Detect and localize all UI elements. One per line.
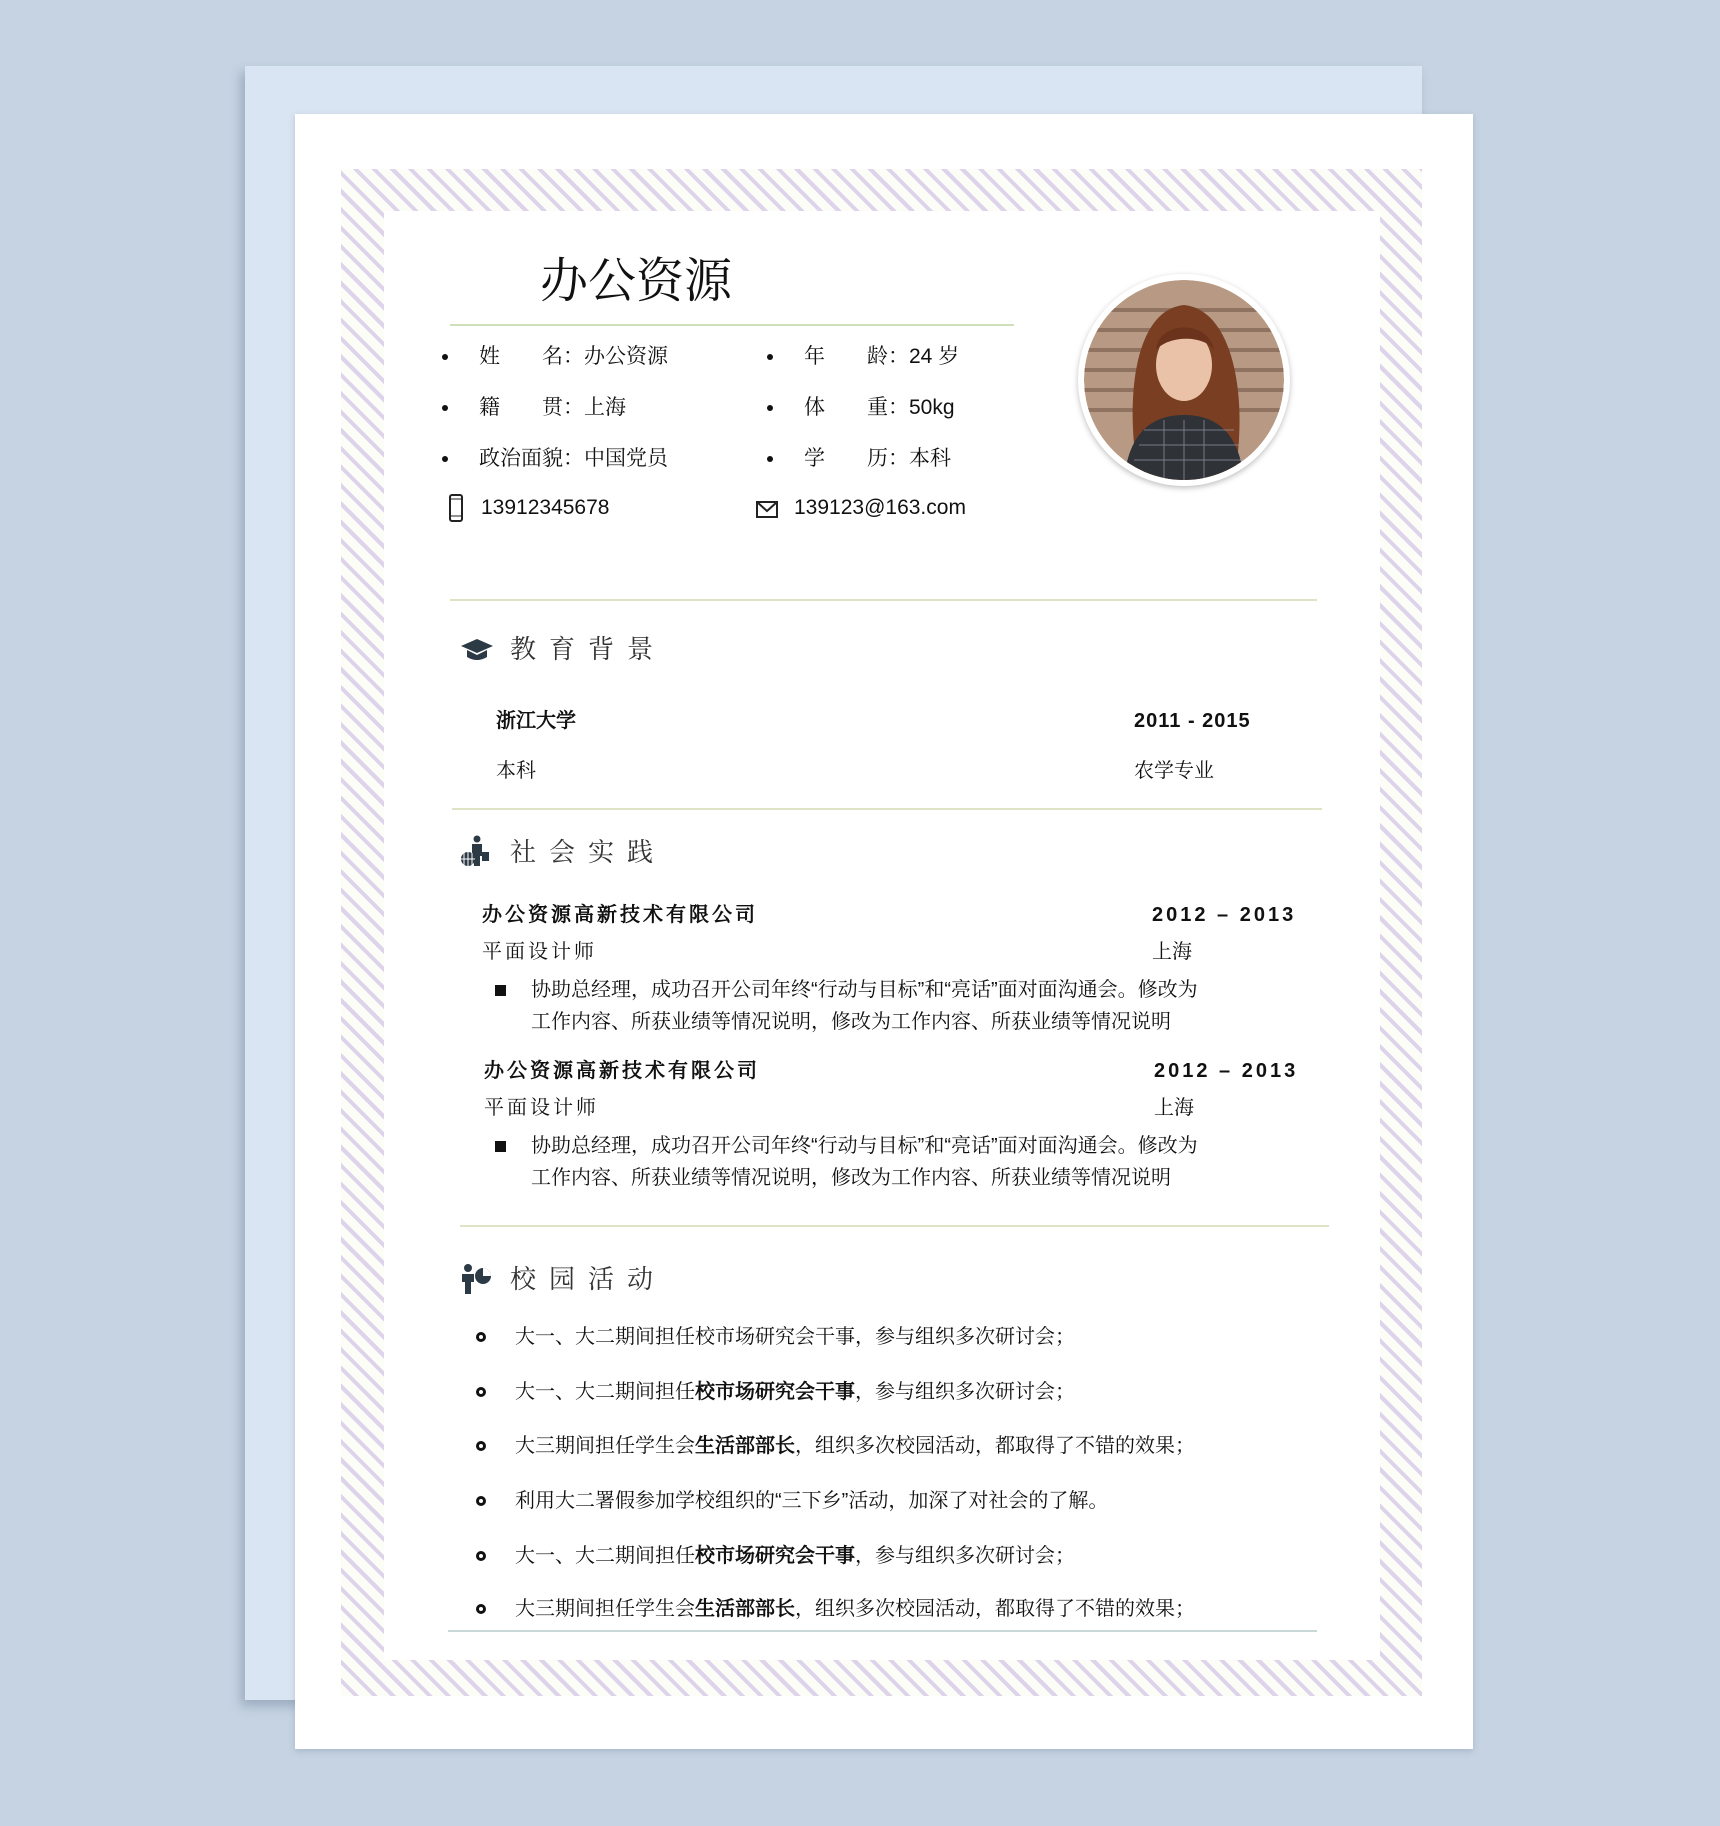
presenter-icon — [460, 1263, 492, 1295]
job-role: 平面设计师 — [482, 941, 597, 963]
divider — [452, 808, 1322, 810]
major: 农学专业 — [1134, 760, 1214, 782]
mail-icon — [756, 501, 778, 519]
job-description: 工作内容、所获业绩等情况说明，修改为工作内容、所获业绩等情况说明 — [531, 1011, 1171, 1033]
job-city: 上海 — [1152, 941, 1192, 963]
square-bullet — [495, 1141, 506, 1152]
bullet — [442, 354, 448, 360]
section-title-education: 教育背景 — [510, 634, 667, 664]
business-person-icon — [459, 835, 491, 867]
resume-name: 办公资源 — [540, 255, 733, 308]
info-political: 政治面貌：中国党员 — [479, 447, 668, 470]
degree: 本科 — [496, 760, 536, 782]
campus-list: 大一、大二期间担任校市场研究会干事，参与组织多次研讨会； 大一、大二期间担任校市场研究会干事，参与组织多次研讨会； 大三期间担任学生会生活部部长，组织多次校园活动，都取得了不错的效果； 利用大二署假参加学校组织的“三下乡”活动，加深了对社会的了解。 大一、大二期间担任校市场研究会干事，参与组织多次研讨会； 大三期间担任学生会生活部部长，组织多次校园活动，都取得了不错的效果； — [384, 1300, 1380, 1626]
company-name: 办公资源高新技术有限公司 — [484, 1060, 760, 1082]
company-name: 办公资源高新技术有限公司 — [482, 904, 758, 926]
job-description: 协助总经理，成功召开公司年终“行动与目标”和“亮话”面对面沟通会。修改为 — [531, 1135, 1198, 1157]
job-years: 2012 – 2013 — [1154, 1060, 1299, 1082]
job-city: 上海 — [1154, 1097, 1194, 1119]
graduation-cap-icon — [460, 637, 494, 663]
profile-photo — [1084, 280, 1284, 480]
bullet — [442, 405, 448, 411]
phone-icon — [448, 494, 464, 522]
info-name: 姓 名：办公资源 — [479, 345, 668, 368]
bullet — [767, 354, 773, 360]
job-description: 协助总经理，成功召开公司年终“行动与目标”和“亮话”面对面沟通会。修改为 — [531, 979, 1198, 1001]
info-age: 年 龄：24 岁 — [804, 345, 960, 368]
divider — [448, 1630, 1317, 1632]
square-bullet — [495, 985, 506, 996]
job-role: 平面设计师 — [484, 1097, 599, 1119]
section-title-campus: 校园活动 — [510, 1264, 667, 1294]
info-education: 学 历：本科 — [804, 447, 951, 470]
email-address: 139123@163.com — [794, 496, 966, 519]
school-name: 浙江大学 — [496, 710, 576, 732]
bullet — [767, 456, 773, 462]
profile-photo-frame — [1078, 274, 1290, 486]
job-years: 2012 – 2013 — [1152, 904, 1297, 926]
bullet — [442, 456, 448, 462]
education-years: 2011 - 2015 — [1134, 710, 1251, 732]
divider — [450, 324, 1014, 326]
phone-number: 13912345678 — [481, 496, 610, 519]
section-title-practice: 社会实践 — [510, 837, 667, 867]
job-description: 工作内容、所获业绩等情况说明，修改为工作内容、所获业绩等情况说明 — [531, 1167, 1171, 1189]
divider — [450, 599, 1317, 601]
divider — [460, 1225, 1329, 1227]
info-weight: 体 重：50kg — [804, 396, 955, 419]
info-hometown: 籍 贯：上海 — [479, 396, 626, 419]
bullet — [767, 405, 773, 411]
